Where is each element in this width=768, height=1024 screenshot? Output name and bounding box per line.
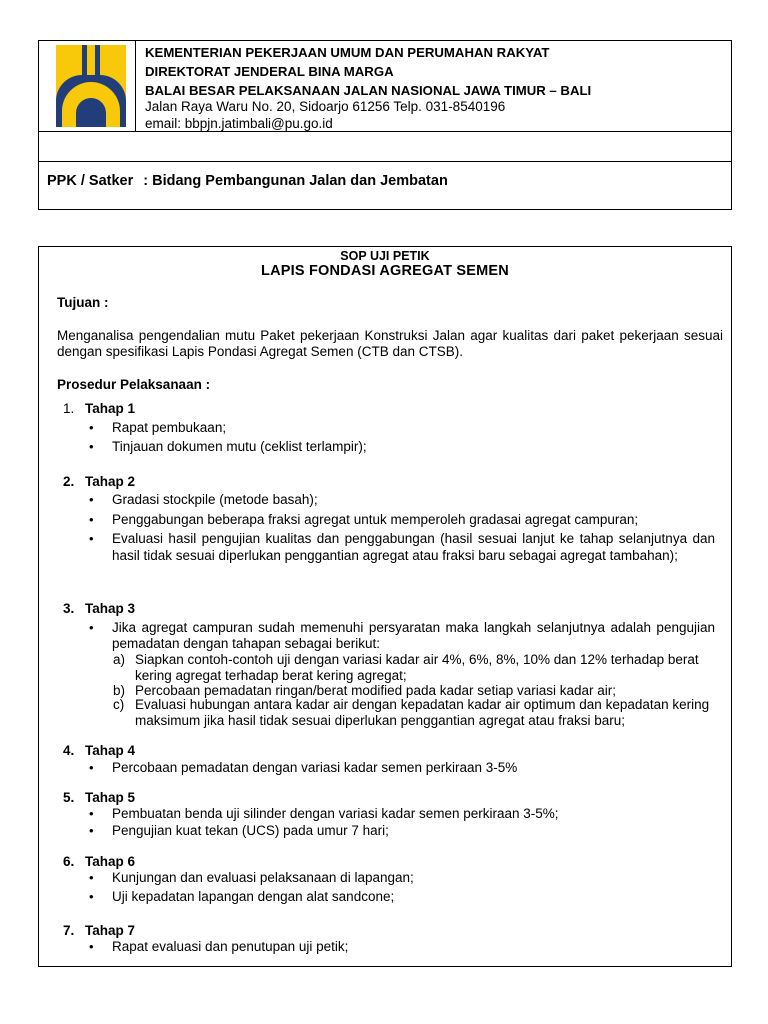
list-item: Rapat evaluasi dan penutupan uji petik; <box>112 939 349 954</box>
list-item: Uji kepadatan lapangan dengan alat sandcone; <box>112 889 395 904</box>
prosedur-label: Prosedur Pelaksanaan : <box>57 377 211 392</box>
step-title: Tahap 5 <box>85 790 136 805</box>
step-number: 7. <box>63 923 75 938</box>
bullet-icon: • <box>89 439 94 454</box>
bullet-icon: • <box>89 420 94 435</box>
letterhead-box <box>38 40 732 210</box>
bullet-icon: • <box>89 939 94 954</box>
bullet-icon: • <box>89 531 94 546</box>
bullet-icon: • <box>89 889 94 904</box>
step-title: Tahap 4 <box>85 743 136 758</box>
ppk-value: : Bidang Pembangunan Jalan dan Jembatan <box>143 173 448 189</box>
bullet-icon: • <box>89 760 94 775</box>
ppk-satker <box>47 173 448 189</box>
sub-item: Evaluasi hubungan antara kadar air dengan kepadatan kadar air optimum dan kepadatan kering maksimum jika hasil tidak sesuai diperlukan penggantian agregat atau fraksi baru; <box>135 697 710 728</box>
step-number: 6. <box>63 854 75 869</box>
letterhead-empty-row <box>39 131 731 162</box>
sop-title: SOP UJI PETIK <box>340 249 430 263</box>
ppk-label: PPK / Satker <box>47 173 134 189</box>
list-item: Penggabungan beberapa fraksi agregat untuk memperoleh gradasai agregat campuran; <box>112 512 639 527</box>
logo-cell <box>39 41 136 131</box>
bullet-icon: • <box>89 806 94 821</box>
list-item: Tinjauan dokumen mutu (ceklist terlampir); <box>112 439 367 454</box>
sub-item-label: b) <box>113 683 126 698</box>
bullet-icon: • <box>89 620 94 635</box>
step-number: 1. <box>63 401 75 416</box>
list-item: Percobaan pemadatan dengan variasi kadar semen perkiraan 3-5% <box>112 760 518 775</box>
list-item: Jika agregat campuran sudah memenuhi persyaratan maka langkah selanjutnya adalah pengujian pemadatan dengan tahapan sebagai berikut: <box>112 620 715 651</box>
step-number: 5. <box>63 790 75 805</box>
tujuan-label: Tujuan : <box>57 295 109 310</box>
sub-item: Percobaan pemadatan ringan/berat modified pada kadar setiap variasi kadar air; <box>135 683 617 698</box>
step-title: Tahap 3 <box>85 601 136 616</box>
org-line-directorate: DIREKTORAT JENDERAL BINA MARGA <box>145 64 394 79</box>
step-number: 2. <box>63 474 75 489</box>
bullet-icon: • <box>89 492 94 507</box>
ministry-logo-icon <box>56 45 126 127</box>
org-email: email: bbpjn.jatimbali@pu.go.id <box>145 116 333 131</box>
tujuan-text: Menganalisa pengendalian mutu Paket pekerjaan Konstruksi Jalan agar kualitas dari paket pekerjaan sesuai dengan spesifikasi Lapis Pondasi Agregat Semen (CTB dan CTSB). <box>57 328 723 359</box>
list-item: Gradasi stockpile (metode basah); <box>112 492 318 507</box>
sub-item-label: c) <box>113 697 125 712</box>
org-line-balai: BALAI BESAR PELAKSANAAN JALAN NASIONAL JAWA TIMUR – BALI <box>145 83 592 98</box>
sub-item-label: a) <box>113 652 126 667</box>
org-address: Jalan Raya Waru No. 20, Sidoarjo 61256 Telp. 031-8540196 <box>145 99 506 114</box>
list-item: Evaluasi hasil pengujian kualitas dan penggabungan (hasil sesuai lanjut ke tahap selanjutnya dan hasil tidak sesuai diperlukan penggantian agregat atau fraksi baru sebagai agregat tambahan); <box>112 531 715 563</box>
sop-subtitle: LAPIS FONDASI AGREGAT SEMEN <box>261 263 509 279</box>
sop-box <box>38 246 732 967</box>
ppk-row <box>39 161 731 209</box>
step-title: Tahap 1 <box>85 401 136 416</box>
bullet-icon: • <box>89 870 94 885</box>
list-item: Pengujian kuat tekan (UCS) pada umur 7 hari; <box>112 823 389 838</box>
step-number: 4. <box>63 743 75 758</box>
step-number: 3. <box>63 601 75 616</box>
bullet-icon: • <box>89 512 94 527</box>
bullet-icon: • <box>89 823 94 838</box>
step-title: Tahap 2 <box>85 474 136 489</box>
step-title: Tahap 7 <box>85 923 136 938</box>
org-line-ministry: KEMENTERIAN PEKERJAAN UMUM DAN PERUMAHAN RAKYAT <box>145 45 550 60</box>
sub-item: Siapkan contoh-contoh uji dengan variasi kadar air 4%, 6%, 8%, 10% dan 12% terhadap berat kering agregat terhadap berat kering agregat; <box>135 652 699 683</box>
list-item: Rapat pembukaan; <box>112 420 227 435</box>
organization-info <box>145 43 591 133</box>
list-item: Kunjungan dan evaluasi pelaksanaan di lapangan; <box>112 870 414 885</box>
letterhead-row <box>39 41 731 132</box>
step-title: Tahap 6 <box>85 854 136 869</box>
list-item: Pembuatan benda uji silinder dengan variasi kadar semen perkiraan 3-5%; <box>112 806 559 821</box>
